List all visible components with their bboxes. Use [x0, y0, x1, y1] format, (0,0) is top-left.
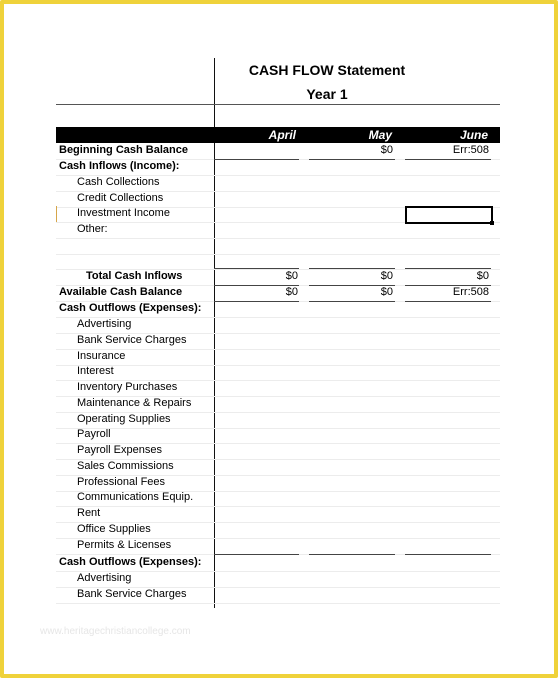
- row-outflow[interactable]: [56, 364, 500, 381]
- row-total-inflows[interactable]: [56, 269, 500, 286]
- cell-june[interactable]: Err:508: [452, 144, 489, 156]
- row-beginning-balance[interactable]: [56, 143, 500, 160]
- row-label: Advertising: [77, 318, 132, 330]
- row-outflow[interactable]: [56, 538, 500, 555]
- section-header: Cash Inflows (Income):: [59, 160, 180, 172]
- row-label: Interest: [77, 365, 114, 377]
- row-label: Payroll Expenses: [77, 444, 162, 456]
- section-header: Cash Outflows (Expenses):: [59, 556, 202, 568]
- fill-handle[interactable]: [490, 221, 494, 225]
- row-outflow[interactable]: [56, 317, 500, 334]
- row-available-balance[interactable]: [56, 285, 500, 302]
- row-outflow[interactable]: [56, 459, 500, 476]
- row-label: Cash Collections: [77, 176, 160, 188]
- row-outflow[interactable]: [56, 587, 500, 604]
- row-label: Bank Service Charges: [77, 588, 187, 600]
- row-outflows-header[interactable]: [56, 301, 500, 318]
- row-outflow[interactable]: [56, 522, 500, 539]
- cell-may[interactable]: $0: [380, 286, 393, 298]
- row-label: Maintenance & Repairs: [77, 397, 192, 409]
- spreadsheet: [56, 58, 500, 608]
- row-inflow[interactable]: [56, 175, 500, 192]
- row-outflows-header-2[interactable]: [56, 555, 500, 572]
- row-inflows-header[interactable]: [56, 159, 500, 176]
- row-label: Payroll: [77, 428, 111, 440]
- overline: [405, 268, 491, 269]
- row-label: Bank Service Charges: [77, 334, 187, 346]
- cell-april[interactable]: $0: [285, 270, 298, 282]
- row-label: Sales Commissions: [77, 460, 174, 472]
- cell-may[interactable]: $0: [380, 144, 393, 156]
- row-outflow[interactable]: [56, 506, 500, 523]
- row-label: Rent: [77, 507, 101, 519]
- selected-cell[interactable]: [405, 206, 493, 224]
- row-label: Insurance: [77, 350, 126, 362]
- row-label: Investment Income: [77, 207, 170, 219]
- row-label: Communications Equip.: [77, 491, 194, 503]
- row-marker: [56, 206, 57, 222]
- row-outflow[interactable]: [56, 571, 500, 588]
- row-label: Inventory Purchases: [77, 381, 178, 393]
- row-inflow[interactable]: [56, 222, 500, 239]
- cell-april[interactable]: $0: [285, 286, 298, 298]
- month-header-june[interactable]: June: [459, 128, 488, 142]
- cell-june[interactable]: $0: [476, 270, 489, 282]
- row-outflow[interactable]: [56, 443, 500, 460]
- row-label: Credit Collections: [77, 192, 164, 204]
- row-label: Professional Fees: [77, 476, 166, 488]
- row-label: Advertising: [77, 572, 132, 584]
- row-label: Operating Supplies: [77, 413, 171, 425]
- row-label: Other:: [77, 223, 108, 235]
- row-label: Office Supplies: [77, 523, 151, 535]
- overline: [309, 268, 395, 269]
- cell-june[interactable]: Err:508: [452, 286, 489, 298]
- row-label: Permits & Licenses: [77, 539, 172, 551]
- section-header: Cash Outflows (Expenses):: [59, 302, 202, 314]
- month-header-april[interactable]: April: [268, 128, 296, 142]
- row-label: Beginning Cash Balance: [59, 144, 188, 156]
- statement-year: Year 1: [306, 86, 348, 102]
- month-header-may[interactable]: May: [368, 128, 392, 142]
- watermark: www.heritagechristiancollege.com: [40, 626, 191, 637]
- statement-title: CASH FLOW Statement: [248, 62, 406, 78]
- row-outflow[interactable]: [56, 380, 500, 397]
- row-outflow[interactable]: [56, 396, 500, 413]
- row-outflow[interactable]: [56, 427, 500, 444]
- cell-may[interactable]: $0: [380, 270, 393, 282]
- row-outflow[interactable]: [56, 333, 500, 350]
- title-divider: [56, 104, 500, 105]
- row-outflow[interactable]: [56, 490, 500, 507]
- row-label: Total Cash Inflows: [86, 270, 183, 282]
- overline: [214, 268, 299, 269]
- row-label: Available Cash Balance: [59, 286, 183, 298]
